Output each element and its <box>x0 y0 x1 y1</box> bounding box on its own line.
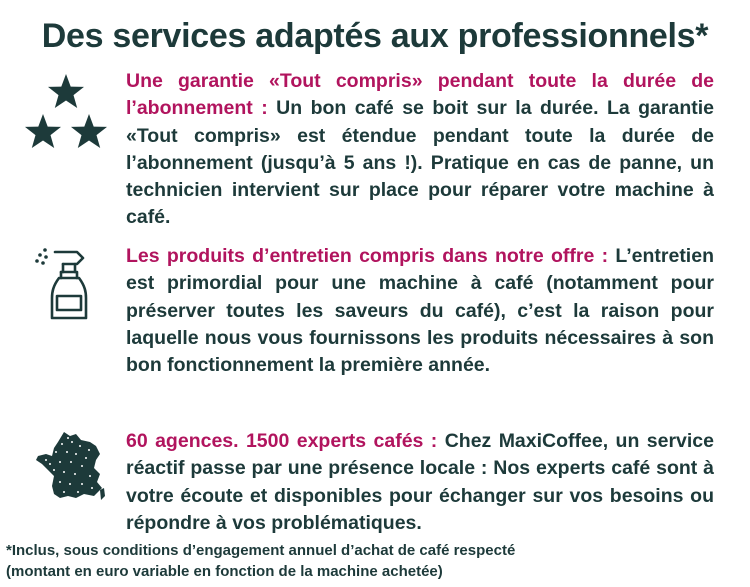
footnote-line-2: (montant en euro variable en fonction de la machine achetée) <box>6 563 443 580</box>
service-agencies <box>126 428 714 537</box>
footnote <box>6 540 706 582</box>
footnote-line-1: *Inclus, sous conditions d’engagement annuel d’achat de café respecté <box>6 542 516 559</box>
france-map-icon <box>34 430 106 502</box>
service-maintenance-heading: Les produits d’entretien compris dans notre offre : <box>126 245 609 267</box>
page-title: Des services adaptés aux professionnels* <box>41 17 709 55</box>
service-maintenance <box>126 243 714 379</box>
service-guarantee <box>126 68 714 232</box>
three-stars-icon <box>22 72 110 152</box>
service-maintenance-body: L’entretien est primordial pour une machine à café (notamment pour préserver toutes les saveurs du café), c’est la raison pour laquelle nous vous fournissons les produits nécessaires à son bon fonctionnement la première année. <box>126 245 714 377</box>
service-agencies-heading: 60 agences. 1500 experts cafés : <box>126 430 438 452</box>
service-guarantee-body: Un bon café se boit sur la durée. La garantie «Tout compris» est étendue pendant toute la durée de l’abonnement (jusqu’à 5 ans !). Pratique en cas de panne, un technicien intervient sur place pour réparer votre machine à café. <box>126 97 715 229</box>
service-guarantee-heading: Une garantie «Tout compris» pendant toute la durée de l’abonnement : <box>126 70 714 120</box>
spray-bottle-icon <box>33 244 93 322</box>
service-agencies-body: Chez MaxiCoffee, un service réactif passe par une présence locale : Nos experts café sont à votre écoute et disponibles pour échanger sur vos besoins ou répondre à vos problématiques. <box>126 430 714 534</box>
